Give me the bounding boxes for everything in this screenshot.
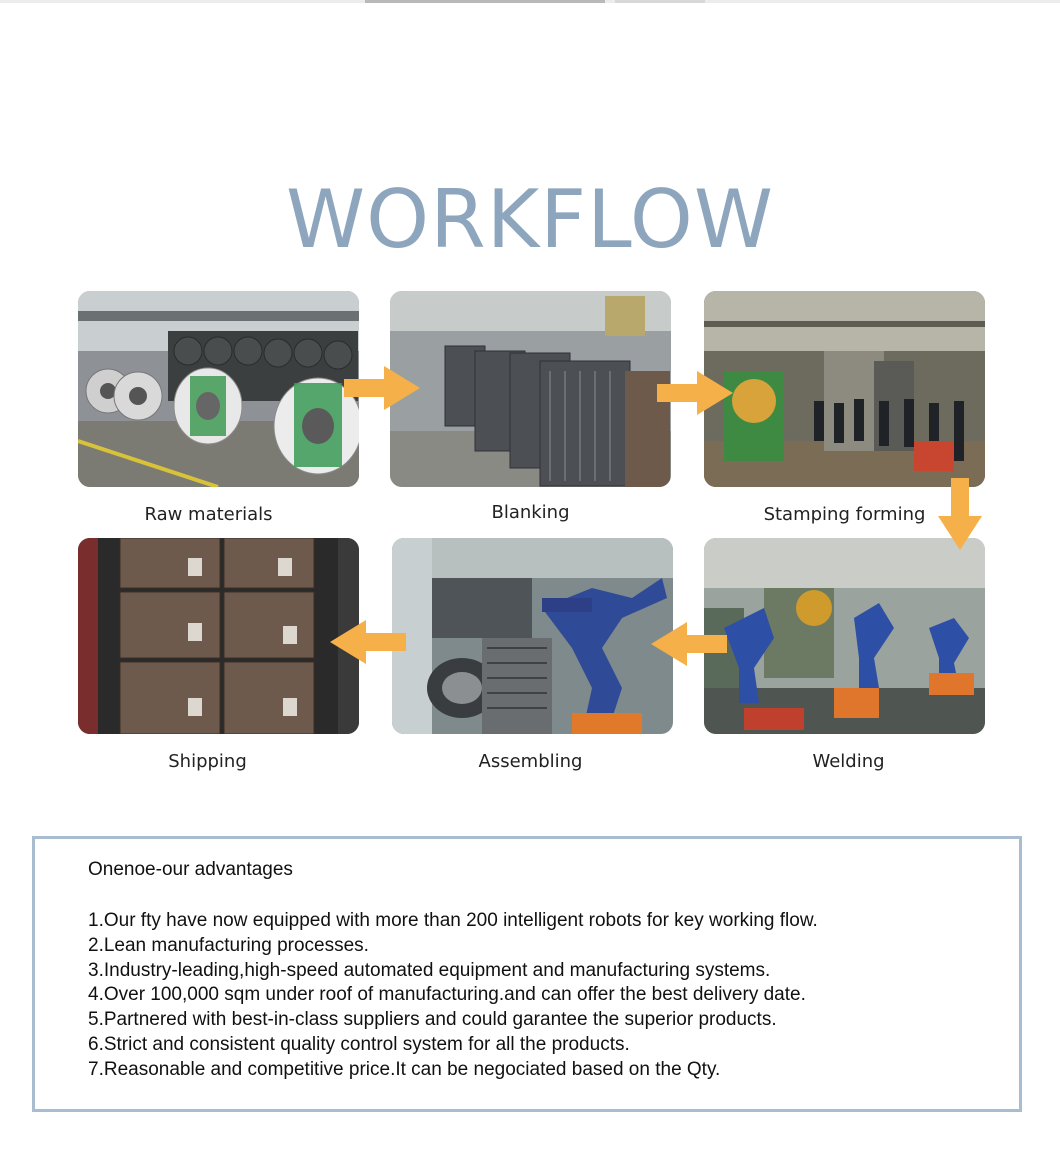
step-caption: Stamping forming <box>763 504 926 525</box>
advantages-panel <box>32 836 1022 1112</box>
assembling-photo <box>392 538 673 734</box>
advantage-item: 2.Lean manufacturing processes. <box>88 934 369 956</box>
top-divider <box>0 0 1060 3</box>
advantage-item: 1.Our fty have now equipped with more than 200 intelligent robots for key working flow. <box>88 910 818 931</box>
step-caption: Welding <box>812 751 885 772</box>
advantage-item: 7.Reasonable and competitive price.It can be negociated based on the Qty. <box>88 1058 721 1080</box>
arrow-left-icon <box>651 622 727 666</box>
arrow-right-icon <box>344 366 420 410</box>
advantages-list <box>88 909 818 1083</box>
step-caption: Assembling <box>478 751 583 772</box>
advantage-item: 6.Strict and consistent quality control system for all the products. <box>88 1033 630 1055</box>
welding-photo <box>704 538 985 734</box>
advantage-item: 5.Partnered with best-in-class suppliers and could garantee the superior products. <box>88 1009 777 1031</box>
stamping-forming-photo <box>704 291 985 487</box>
page-title: WORKFLOW <box>286 172 774 266</box>
arrow-right-icon <box>657 371 733 415</box>
step-caption: Blanking <box>491 502 570 523</box>
blanking-photo <box>390 291 671 487</box>
raw-materials-photo <box>78 291 359 487</box>
arrow-left-icon <box>330 620 406 664</box>
step-caption: Raw materials <box>144 504 273 525</box>
step-caption: Shipping <box>168 751 247 772</box>
advantage-item: 4.Over 100,000 sqm under roof of manufacturing.and can offer the best delivery date. <box>88 984 806 1006</box>
shipping-photo <box>78 538 359 734</box>
advantage-item: 3.Industry-leading,high-speed automated equipment and manufacturing systems. <box>88 959 771 981</box>
advantages-heading: Onenoe-our advantages <box>88 859 293 880</box>
